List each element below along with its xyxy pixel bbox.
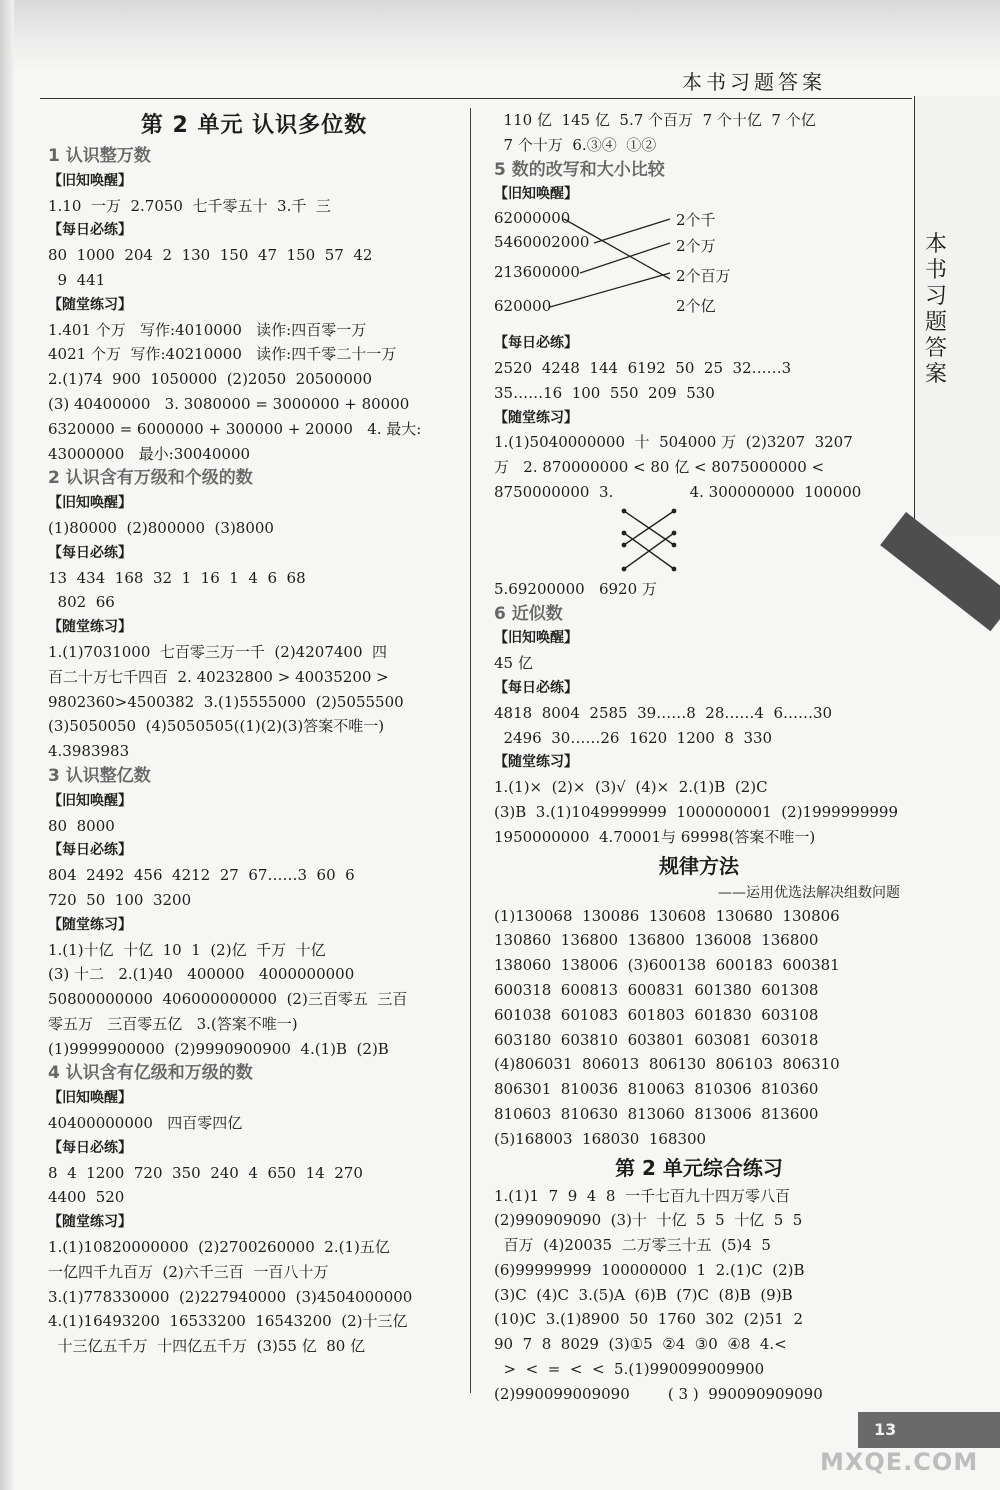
- right-answer-line: 万 2. 870000000 < 80 亿 < 8075000000 <: [494, 458, 825, 477]
- scan-shadow-left: [0, 0, 14, 1490]
- right-section-heading: 6 近似数: [494, 603, 563, 624]
- left-subsection-label: 【每日必练】: [48, 1139, 132, 1156]
- left-section-heading: 2 认识含有万级和个级的数: [48, 468, 253, 489]
- left-answer-line: 43000000 最小:30040000: [48, 444, 251, 463]
- left-answer-line: 13 434 168 32 1 16 1 4 6 68: [48, 568, 306, 587]
- left-answer-line: 4400 520: [48, 1188, 125, 1207]
- right-answer-line: 1.(1)1 7 9 4 8 一千七百九十四万零八百: [494, 1186, 790, 1205]
- left-answer-line: 9 441: [48, 270, 106, 289]
- left-subsection-label: 【每日必练】: [48, 842, 132, 859]
- right-subheading: ——运用优选法解决组数问题: [718, 884, 900, 901]
- right-centered-heading: 第 2 单元综合练习: [615, 1155, 783, 1180]
- right-answer-line: 806301 810036 810063 810306 810360: [494, 1080, 819, 1099]
- right-answer-line: 百万 (4)20035 二万零三十五 (5)4 5: [494, 1236, 771, 1255]
- left-answer-line: (3) 十二 2.(1)40 400000 4000000000: [48, 965, 355, 984]
- watermark-logo: MXQE.COM: [820, 1448, 979, 1476]
- left-answer-line: 1.(1)7031000 七百零三万一千 (2)4207400 四: [48, 642, 388, 661]
- left-answer-line: 2.(1)74 900 1050000 (2)2050 20500000: [48, 370, 372, 389]
- right-answer-line: (2)990099009090 ( 3 ) 990090909090: [494, 1384, 823, 1403]
- left-answer-line: (1)80000 (2)800000 (3)8000: [48, 518, 274, 537]
- right-answer-line: (1)130068 130086 130608 130680 130806: [494, 906, 840, 925]
- right-answer-line: 1950000000 4.70001与 69998(答案不唯一): [494, 827, 816, 846]
- left-answer-line: 十三亿五千万 十四亿五千万 (3)55 亿 80 亿: [48, 1337, 366, 1356]
- left-answer-line: 9802360>4500382 3.(1)5555000 (2)5055500: [48, 692, 404, 711]
- left-answer-line: 6320000 = 6000000 + 300000 + 20000 4. 最大:: [48, 419, 422, 438]
- right-answer-line: 1.(1)5040000000 十 504000 万 (2)3207 3207: [494, 433, 853, 452]
- match-left-3: 213600000: [494, 263, 580, 282]
- left-answer-line: 720 50 100 3200: [48, 890, 192, 909]
- left-subsection-label: 【旧知唤醒】: [48, 495, 132, 512]
- right-answer-line: 601038 601083 601803 601830 603108: [494, 1005, 819, 1024]
- left-answer-line: 4.(1)16493200 16533200 16543200 (2)十三亿: [48, 1312, 408, 1331]
- left-answer-line: (3) 40400000 3. 3080000 = 3000000 + 80000: [48, 394, 410, 413]
- cross-lines: [614, 505, 684, 577]
- left-answer-line: 零五万 三百零五亿 3.(答案不唯一): [48, 1014, 298, 1033]
- left-subsection-label: 【每日必练】: [48, 222, 132, 239]
- left-answer-line: 50800000000 406000000000 (2)三百零五 三百: [48, 990, 408, 1009]
- left-answer-line: 一亿四千九百万 (2)六千三百 一百八十万: [48, 1262, 329, 1281]
- left-answer-line: 4021 个万 写作:40210000 读作:四千零二十一万: [48, 345, 397, 364]
- left-subsection-label: 【每日必练】: [48, 544, 132, 561]
- left-subsection-label: 【随堂练习】: [48, 619, 132, 636]
- right-answer-line: 810603 810630 813060 813006 813600: [494, 1104, 819, 1123]
- right-answer-line: 90 7 8 8029 (3)①5 ②4 ③0 ④8 4.<: [494, 1335, 787, 1354]
- left-subsection-label: 【旧知唤醒】: [48, 1090, 132, 1107]
- right-answer-line: 600318 600813 600831 601380 601308: [494, 980, 819, 999]
- right-answer-line: 4818 8004 2585 39……8 28……4 6……30: [494, 703, 833, 722]
- right-mid-block: [494, 331, 904, 505]
- right-answer-line: (4)806031 806013 806130 806103 806310: [494, 1055, 840, 1074]
- right-top-block: [494, 108, 904, 207]
- right-answer-line: 110 亿 145 亿 5.7 个百万 7 个十亿 7 个亿: [494, 111, 816, 129]
- right-answer-line: 5.69200000 6920 万: [494, 579, 657, 598]
- right-answer-line: > < = < < 5.(1)990099009900: [494, 1360, 765, 1379]
- left-unit-title: 第 2 单元 认识多位数: [140, 113, 368, 138]
- left-answer-line: (1)9999900000 (2)9990900900 4.(1)B (2)B: [48, 1039, 389, 1058]
- right-subsection-label: 【每日必练】: [494, 679, 578, 696]
- left-answer-line: (3)5050050 (4)5050505((1)(2)(3)答案不唯一): [48, 717, 385, 736]
- right-answer-line: (2)990909090 (3)十 十亿 5 5 十亿 5 5: [494, 1211, 803, 1230]
- left-answer-line: 3.(1)778330000 (2)227940000 (3)4504000000: [48, 1287, 413, 1306]
- match-right-1: 2个千: [676, 211, 716, 230]
- right-centered-heading: 规律方法: [659, 853, 739, 878]
- left-answer-line: 40400000000 四百零四亿: [48, 1114, 243, 1133]
- left-answer-line: 80 8000: [48, 816, 115, 835]
- right-subsection-label: 【每日必练】: [494, 335, 578, 352]
- column-divider: [470, 108, 471, 1393]
- left-answer-line: 1.(1)十亿 十亿 10 1 (2)亿 千万 十亿: [48, 940, 326, 959]
- header-rule: [40, 98, 912, 99]
- page-header-title: 本书习题答案: [682, 70, 826, 94]
- right-answer-line: 1.(1)× (2)× (3)√ (4)× 2.(1)B (2)C: [494, 778, 768, 797]
- right-answer-line: 2520 4248 144 6192 50 25 32……3: [494, 358, 792, 377]
- right-answer-line: 35……16 100 550 209 530: [494, 383, 715, 402]
- left-answer-line: 80 1000 204 2 130 150 47 150 57 42: [48, 246, 373, 265]
- right-answer-line: (6)99999999 100000000 1 2.(1)C (2)B: [494, 1260, 805, 1279]
- left-answer-line: 802 66: [48, 593, 115, 612]
- page-number: 13: [858, 1412, 1000, 1448]
- right-answer-line: 603180 603810 603801 603081 603018: [494, 1030, 819, 1049]
- match-left-2: 5460002000: [494, 233, 590, 252]
- left-answer-line: 百二十万七千四百 2. 40232800 > 40035200 >: [48, 667, 389, 686]
- left-section-heading: 1 认识整万数: [48, 146, 151, 166]
- right-answer-line: 2496 30……26 1620 1200 8 330: [494, 728, 773, 747]
- scan-shadow-top: [0, 0, 1000, 70]
- right-answer-line: (3)C (4)C 3.(5)A (6)B (7)C (8)B (9)B: [494, 1285, 793, 1304]
- right-column: [494, 108, 904, 1407]
- right-answer-line: 7 个十万 6.③④ ①②: [494, 135, 657, 154]
- left-answer-line: 8 4 1200 720 350 240 4 650 14 270: [48, 1163, 363, 1182]
- right-subsection-label: 【随堂练习】: [494, 754, 578, 771]
- cross-diagram: [494, 505, 904, 577]
- match-left-4: 620000: [494, 297, 552, 316]
- right-answer-line: (10)C 3.(1)8900 50 1760 302 (2)51 2: [494, 1310, 803, 1329]
- right-answer-line: 45 亿: [494, 654, 533, 673]
- left-subsection-label: 【随堂练习】: [48, 916, 132, 933]
- left-subsection-label: 【随堂练习】: [48, 296, 132, 313]
- left-answer-line: 1.401 个万 写作:4010000 读作:四百零一万: [48, 320, 367, 339]
- left-answer-line: 4.3983983: [48, 742, 130, 761]
- left-section-heading: 4 认识含有亿级和万级的数: [48, 1063, 253, 1084]
- right-subsection-label: 【随堂练习】: [494, 409, 578, 426]
- match-right-2: 2个万: [676, 237, 716, 256]
- match-left-1: 62000000: [494, 209, 571, 228]
- left-answer-line: 804 2492 456 4212 27 67……3 60 6: [48, 866, 355, 885]
- match-right-4: 2个亿: [676, 297, 716, 316]
- right-answer-line: 130860 136800 136800 136008 136800: [494, 931, 819, 950]
- right-answer-line: 138060 138006 (3)600138 600183 600381: [494, 956, 840, 975]
- right-answer-line: (5)168003 168030 168300: [494, 1129, 707, 1148]
- right-bottom-block: [494, 577, 904, 1407]
- right-subsection-label: 【旧知唤醒】: [494, 630, 578, 647]
- match-right-3: 2个百万: [676, 267, 731, 286]
- left-subsection-label: 【旧知唤醒】: [48, 172, 132, 189]
- left-subsection-label: 【随堂练习】: [48, 1214, 132, 1231]
- right-answer-line: 8750000000 3. 4. 300000000 100000: [494, 482, 862, 501]
- right-answer-line: (3)B 3.(1)1049999999 1000000001 (2)1999999999: [494, 802, 898, 821]
- matching-diagram: [494, 207, 904, 331]
- left-column: [48, 108, 460, 1359]
- left-answer-line: 1.(1)10820000000 (2)2700260000 2.(1)五亿: [48, 1238, 390, 1257]
- left-section-heading: 3 认识整亿数: [48, 765, 151, 786]
- right-subsection-label: 【旧知唤醒】: [494, 186, 578, 203]
- left-subsection-label: 【旧知唤醒】: [48, 792, 132, 809]
- right-section-heading: 5 数的改写和大小比较: [494, 159, 665, 180]
- left-answer-line: 1.10 一万 2.7050 七千零五十 3.千 三: [48, 196, 331, 215]
- side-tab-label: 本书习题答案: [924, 232, 947, 387]
